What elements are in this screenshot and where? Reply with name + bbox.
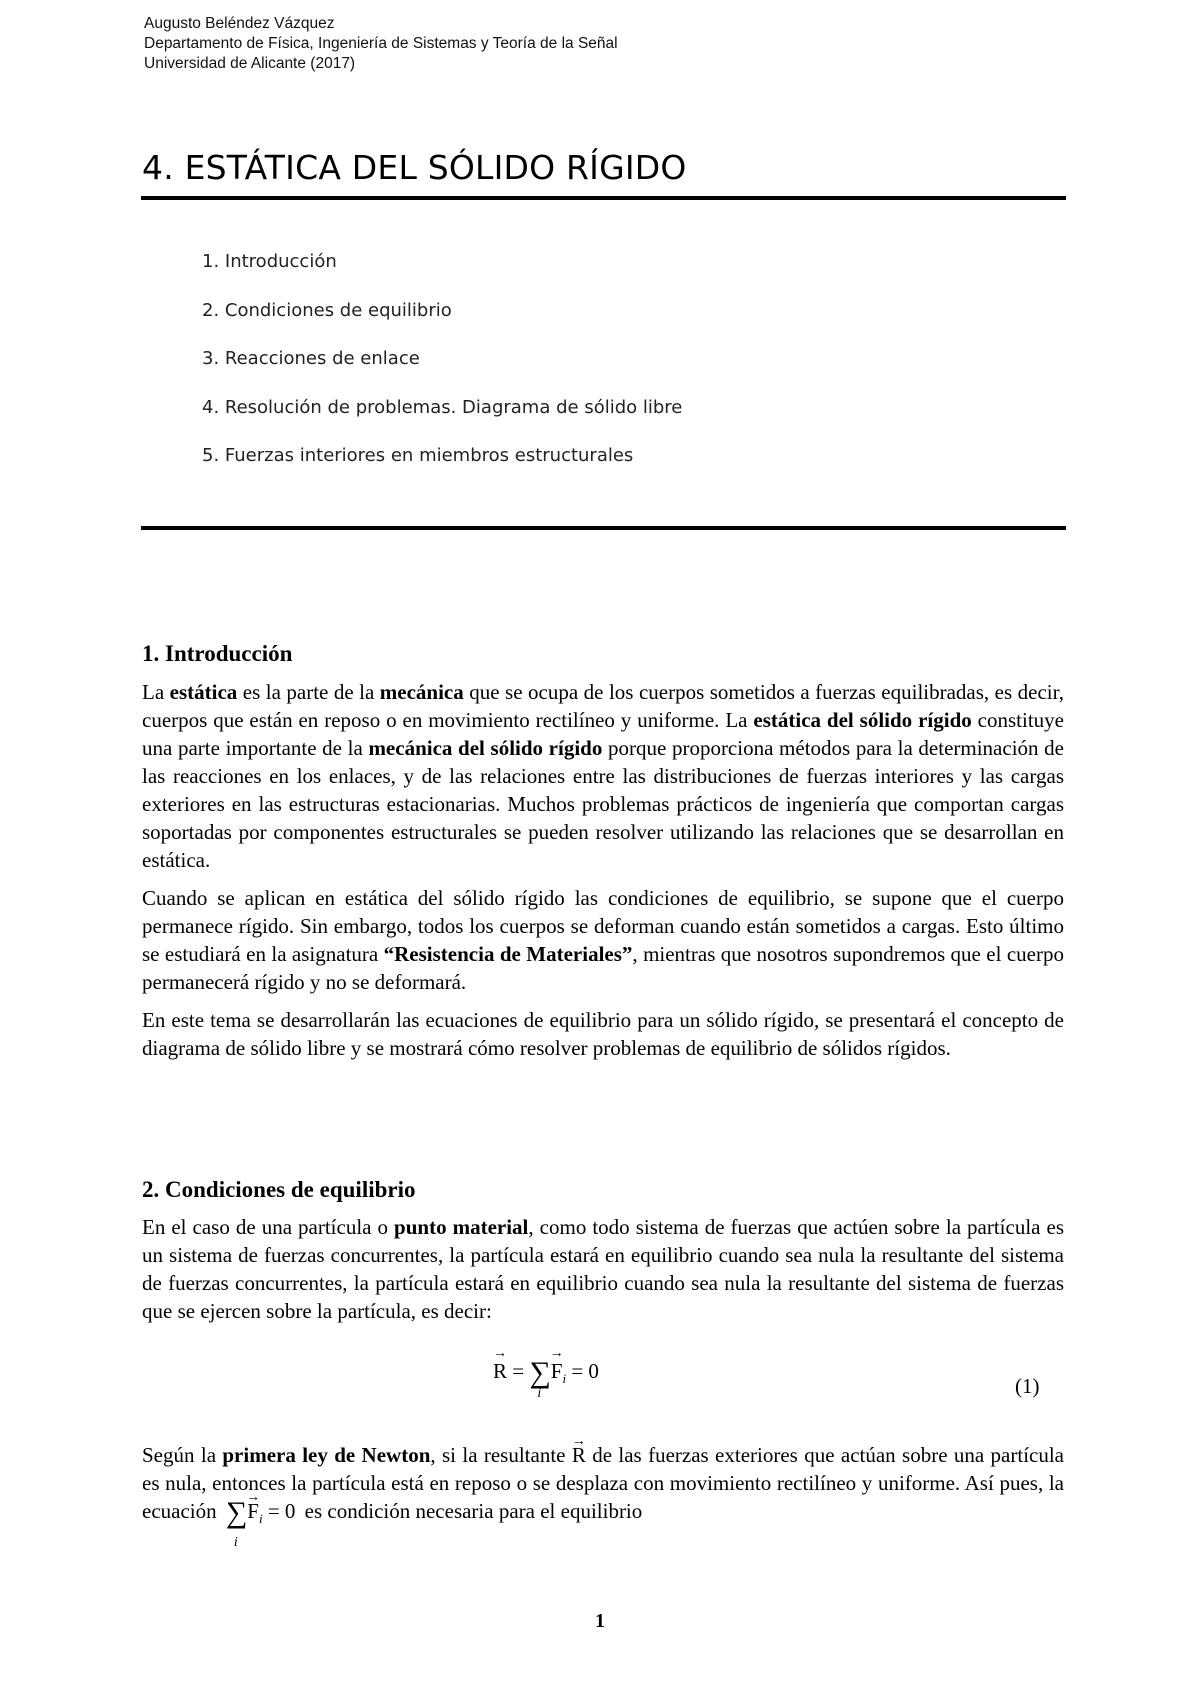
equation-rhs: = 0 bbox=[571, 1359, 599, 1383]
toc-rule-bottom bbox=[141, 526, 1066, 530]
toc-item: 2. Condiciones de equilibrio bbox=[202, 299, 452, 321]
title-rule-top bbox=[141, 196, 1066, 200]
paragraph: Cuando se aplican en estática del sólido rígido las condiciones de equilibrio, se supone que el cuerpo permanece rígido. Sin embargo, todos los cuerpos se deforman cuando están sometidos a cargas. Esto último se estudiará en la asignatura “Resistencia de Materiales”, mientras que nosotros supondremos que el cuerpo permanecerá rígido y no se deformará. bbox=[142, 886, 1064, 994]
section-introduction bbox=[142, 640, 1064, 1062]
equals-sign: = bbox=[512, 1359, 525, 1383]
section-heading: 1. Introducción bbox=[142, 641, 293, 666]
section-equilibrium-conditions bbox=[142, 1176, 1064, 1325]
section-equilibrium-continued bbox=[142, 1441, 1065, 1550]
equation-number: (1) bbox=[1015, 1374, 1040, 1398]
toc-item: 5. Fuerzas interiores en miembros estructurales bbox=[202, 445, 634, 466]
university-name: Universidad de Alicante (2017) bbox=[144, 55, 356, 72]
paragraph: En este tema se desarrollarán las ecuaciones de equilibrio para un sólido rígido, se presentará el concepto de diagrama de sólido libre y se mostrará cómo resolver problemas de equilibrio de sólidos rígidos. bbox=[142, 1008, 1064, 1060]
vector-r-inline: → R bbox=[572, 1441, 586, 1469]
summation-index: i bbox=[537, 1386, 542, 1401]
paragraph: La estática es la parte de la mecánica que se ocupa de los cuerpos sometidos a fuerzas equilibradas, es decir, cuerpos que están en reposo o en movimiento rectilíneo y uniforme. La estática del sólido rígido constituye una parte importante de la mecánica del sólido rígido porque proporciona métodos para la determinación de las reacciones en los enlaces, y de las relaciones entre las distribuciones de fuerzas interiores y las cargas exteriores en las estructuras estacionarias. Muchos problemas prácticos de ingeniería que comportan cargas soportadas por componentes estructurales se pueden resolver utilizando las relaciones que se desarrollan en estática. bbox=[142, 680, 1065, 872]
author-name: Augusto Beléndez Vázquez bbox=[144, 15, 335, 32]
toc-item: 3. Reacciones de enlace bbox=[202, 348, 420, 369]
table-of-contents bbox=[202, 250, 682, 493]
section-heading: 2. Condiciones de equilibrio bbox=[142, 1177, 416, 1202]
inline-equation: ∑ i → $F_i = 0$ bbox=[226, 1497, 296, 1533]
vector-f: → F bbox=[551, 1359, 563, 1384]
summation-sign: ∑ i bbox=[529, 1356, 551, 1401]
paragraph: En el caso de una partícula o punto material, como todo sistema de fuerzas que actúen sobre la partícula es un sistema de fuerzas concurrentes, la partícula estará en equilibrio cuando sea nula la resultante del sistema de fuerzas concurrentes, la partícula estará en equilibrio cuando sea nula la resultante del sistema de fuerzas que se ejercen sobre la partícula, es decir: bbox=[142, 1215, 1065, 1323]
page-number: 1 bbox=[595, 1610, 605, 1632]
document-header bbox=[144, 14, 618, 74]
toc-item: 4. Resolución de problemas. Diagrama de sólido libre bbox=[202, 396, 683, 418]
equation-1 bbox=[493, 1356, 643, 1416]
toc-item: 1. Introducción bbox=[202, 251, 337, 272]
paragraph: Según la primera ley de Newton, si la resultante → R de las fuerzas exteriores que actúan sobre una partícula es nula, entonces la partícula está en reposo o se desplaza con movimiento rectilíneo y uniforme. Así pues, la ecuación ∑ i → $F_i = 0$ es condición necesaria para el equilibrio bbox=[142, 1441, 1064, 1533]
chapter-title: 4. ESTÁTICA DEL SÓLIDO RÍGIDO bbox=[142, 148, 687, 187]
force-index: i bbox=[562, 1371, 567, 1386]
department-name: Departamento de Física, Ingeniería de Sistemas y Teoría de la Señal bbox=[144, 35, 618, 52]
vector-r: → R bbox=[493, 1359, 507, 1384]
